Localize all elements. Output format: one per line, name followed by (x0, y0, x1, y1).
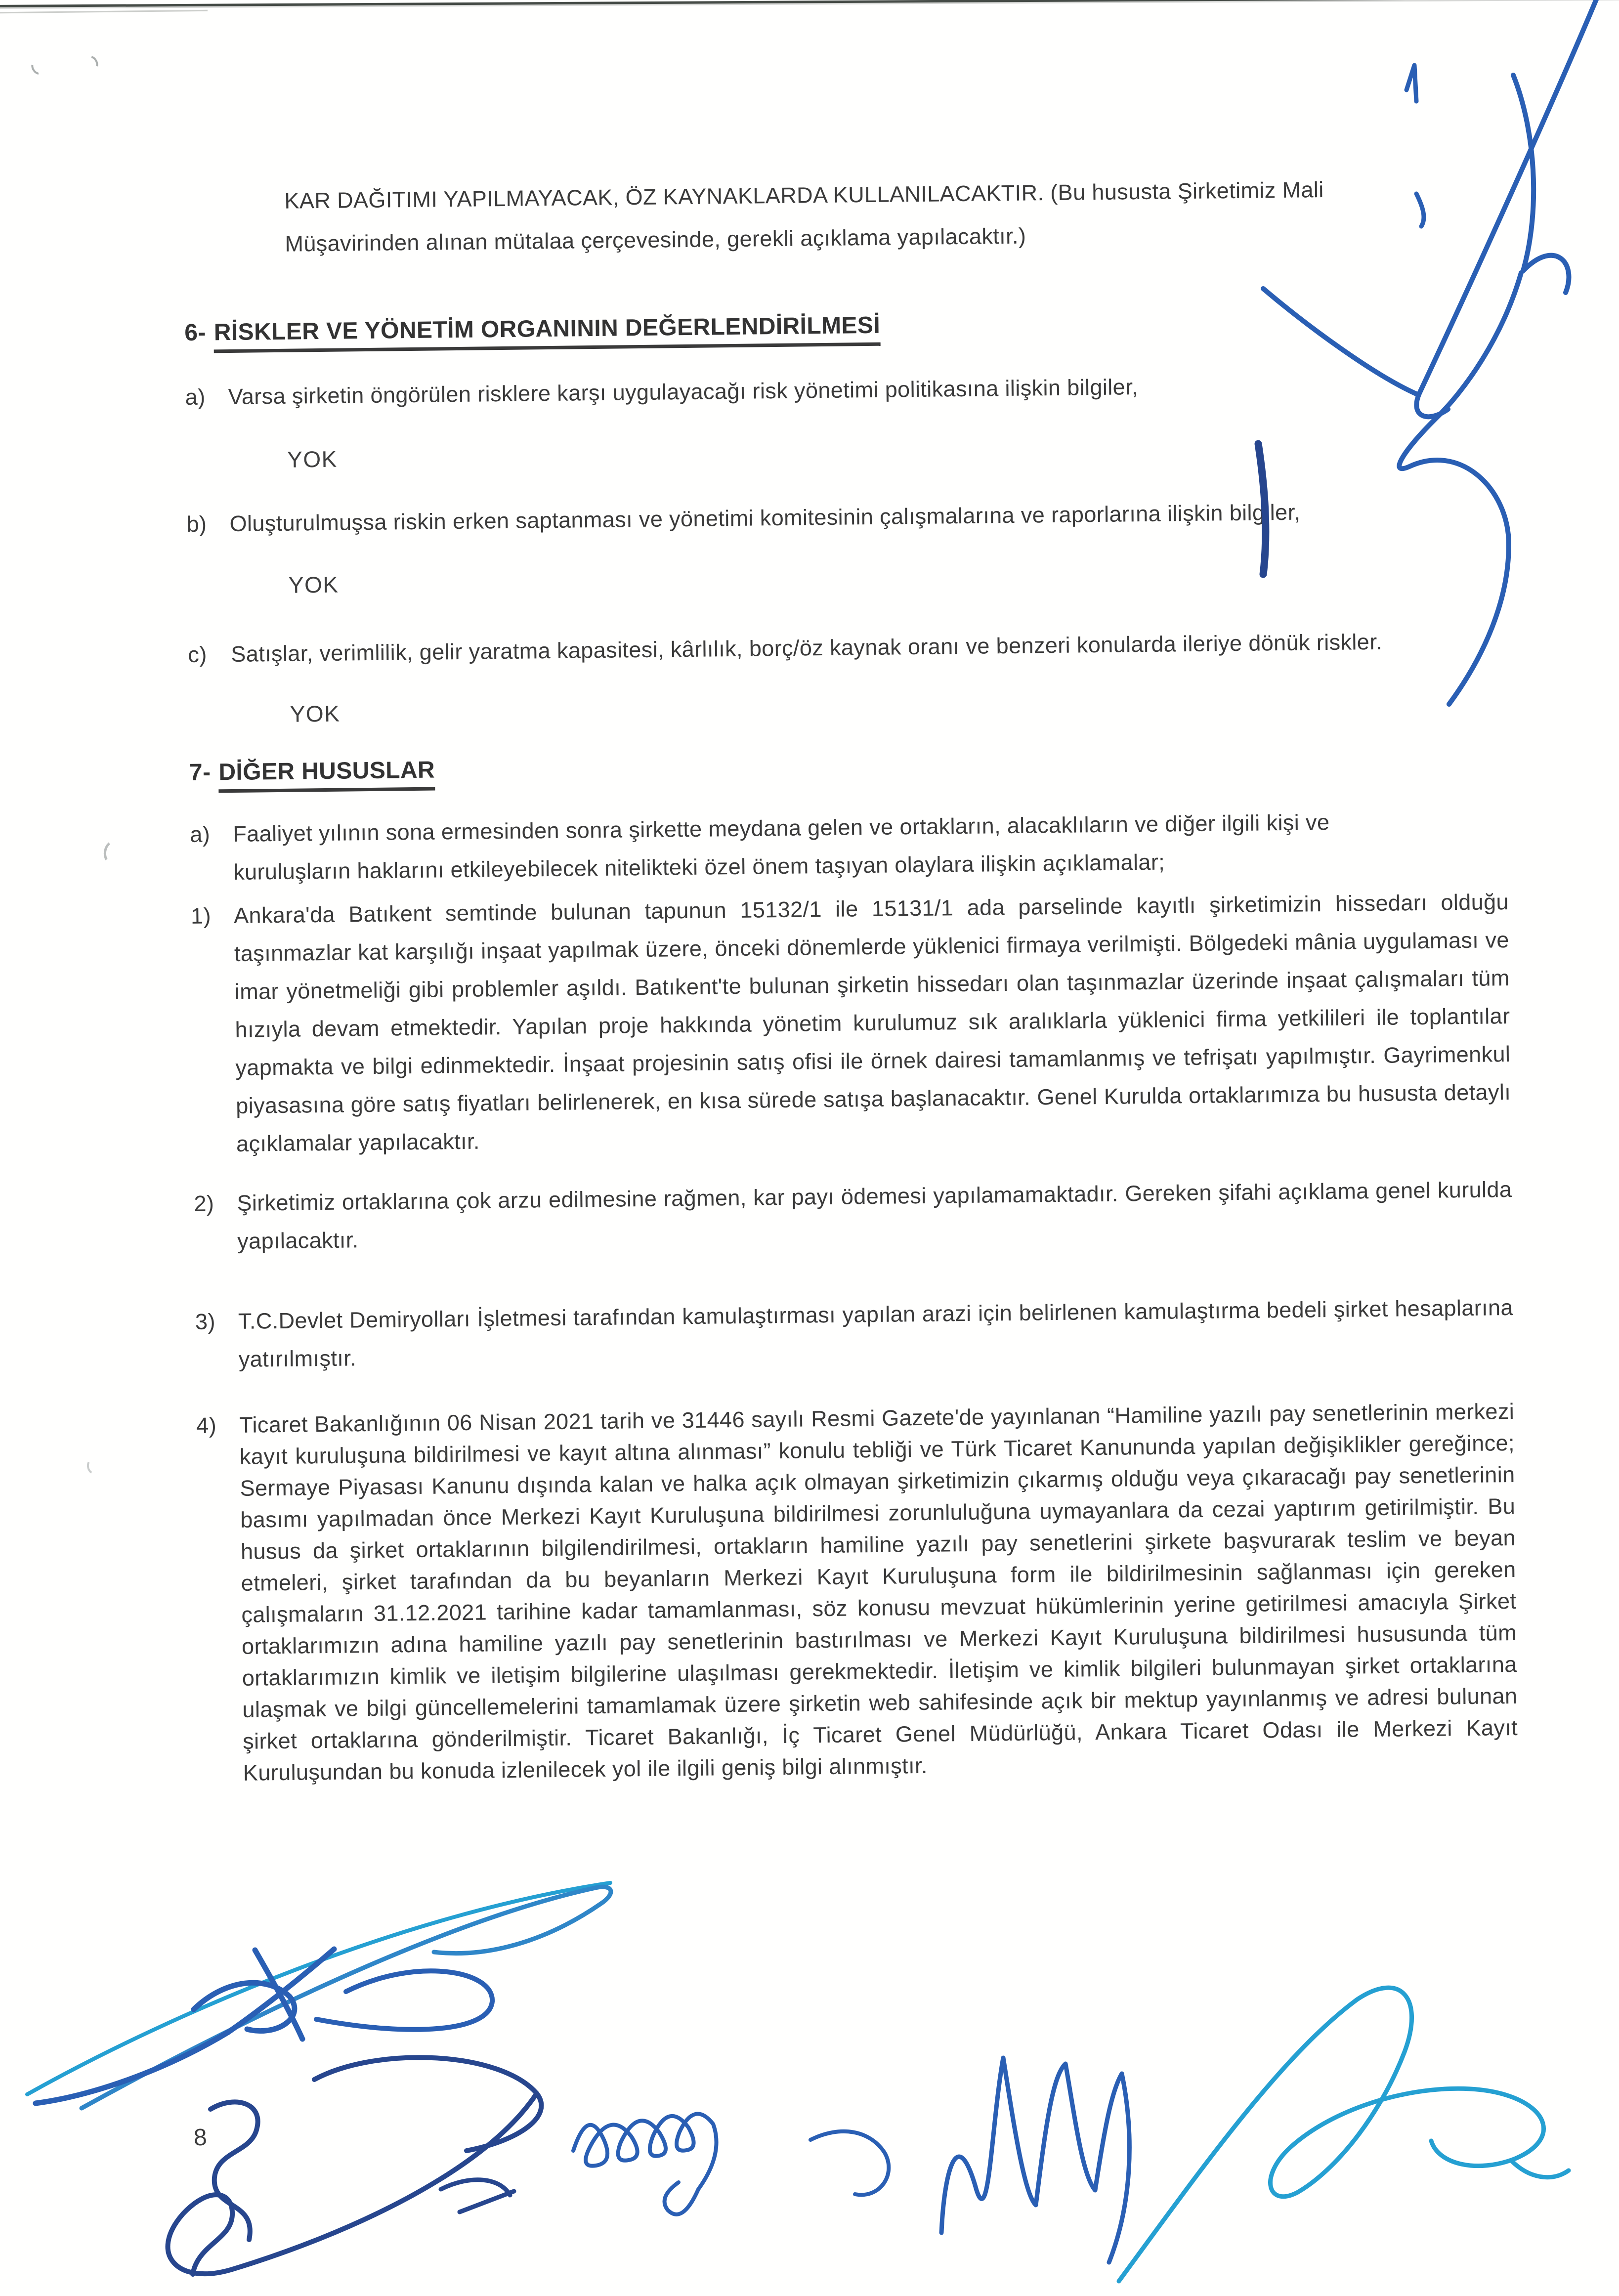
item-text: Ticaret Bakanlığının 06 Nisan 2021 tarih ve 31446 sayılı Resmi Gazete'de yayınlanan “Hamiline yazılı pay senetlerinin merkezi kayıt kuruluşuna bildirilmesi ve kayıt altına alınması” konulu tebliği ve Türk Ticaret Kanununda yapılan değişiklikler gereğince; Sermaye Piyasası Kanunu dışında kalan ve halka açık olmayan şirketimizin çıkarmış olduğu veya çıkaracağı pay senetlerinin basımı yapılmadan önce Merkezi Kayıt Kuruluşuna bildirilmesi zorunluluğuna uymayanlara da cezai yaptırım getirilmiştir. Bu husus da şirket ortaklarının bilgilendirilmesi, ortakların hamiline yazılı pay senetlerini şirkete başvurarak teslim ve beyan etmeleri, şirket tarafından da bu beyanların Merkezi Kayıt Kuruluşuna form ile bildirilmesinin sağlanması için gereken çalışmaların 31.12.2021 tarihine kadar tamamlanması, söz konusu mevzuat hükümlerinin yerine getirilmesi amacıyla Şirket ortaklarımızın adına hamiline yazılı pay senetlerinin bastırılması ve Merkezi Kayıt Kuruluşuna bildirilmesi hususunda tüm ortaklarımızın kimlik ve iletişim bilgilerine ulaşılması gerekmektedir. İletişim ve kimlik bilgileri bulunmayan şirket ortaklarına ulaşmak ve bilgi güncellemelerini tamamlamak üzere şirketin web sahifesinde açık bir mektup yayınlanmış ve adresi bulunan şirket ortaklarına gönderilmiştir. Ticaret Bakanlığı, İç Ticaret Genel Müdürlüğü, Ankara Ticaret Odası ile Merkezi Kayıt Kuruluşundan bu konuda izlenilecek yol ile ilgili geniş bilgi alınmıştır. (239, 1398, 1518, 1786)
signature-bottom-3 (941, 2058, 1129, 2262)
item-marker: a) (185, 384, 206, 410)
numbered-item (196, 1395, 1584, 1789)
item-marker: c) (188, 641, 207, 667)
item-text: Ankara'da Batıkent semtinde bulunan tapunun 15132/1 ile 15131/1 ada parselinde kayıtlı şirketimizin hissedarı olduğu taşınmazlar kat karşılığı inşaat yapılmak üzere, önceki dönemlerde yüklenici firmaya verilmişti. Bölgedeki mânia uygulaması ve imar yönetmeliği gibi problemler aşıldı. Batıkent'te bulunan şirketin hissedarı olan taşınmazlar üzerinde inşaat çalışmaları tüm hızıyla devam etmektedir. Yapılan proje hakkında yönetim kurulumuz sık aralıklarla yüklenici firma yetkilileri ile toplantılar yapmakta ve bilgi edinmektedir. İnşaat projesinin satış ofisi ile örnek dairesi tamamlanmış ve tefrişatı yapılmıştır. Gayrimenkul piyasasına göre satış fiyatları belirlenerek, en kısa sürede satışa başlanacaktır. Genel Kurulda ortaklarımıza bu hususta detaylı açıklamalar yapılacaktır. (233, 889, 1511, 1156)
page-number: 8 (193, 2124, 208, 2151)
item-text: Satışlar, verimlilik, gelir yaratma kapasitesi, kârlılık, borç/öz kaynak oranı ve benzeri konularda ileriye dönük riskler. (231, 629, 1383, 667)
scan-edge-line-shadow (0, 10, 208, 13)
item-marker: b) (186, 511, 207, 537)
scan-artifact (102, 839, 126, 866)
section-7-title: DİĞER HUSUSLAR (218, 757, 435, 793)
list-item (190, 801, 1575, 892)
answer-yok: YOK (287, 446, 338, 472)
section-6-number: 6- (184, 319, 207, 346)
signature-bottom-1 (168, 2057, 542, 2274)
section-7-number: 7- (189, 759, 211, 786)
scan-artifact (85, 1456, 104, 1477)
numbered-item (191, 882, 1577, 1163)
section-6-title: RİSKLER VE YÖNETİM ORGANININ DEĞERLENDİRİLMESİ (214, 312, 881, 353)
numbered-item (194, 1170, 1578, 1261)
item-text: Oluşturulmuşsa riskin erken saptanması ve yönetimi komitesinin çalışmalarına ve raporlarına ilişkin bilgiler, (229, 499, 1301, 537)
answer-yok: YOK (288, 571, 339, 598)
scan-artifact (28, 55, 50, 78)
answer-yok: YOK (290, 700, 341, 727)
item-marker: 1) (190, 903, 212, 929)
item-text: T.C.Devlet Demiryolları İşletmesi tarafından kamulaştırması yapılan arazi için belirlenen kamulaştırma bedeli şirket hesaplarına yatırılmıştır. (238, 1295, 1514, 1372)
signature-bottom-4 (1119, 1988, 1569, 2281)
item-text: Şirketimiz ortaklarına çok arzu edilmesine rağmen, kar payı ödemesi yapılamamaktadır. Gereken şifahi açıklama genel kurulda yapılacaktır. (237, 1177, 1512, 1254)
list-item (186, 490, 1571, 543)
list-item (188, 621, 1572, 674)
signature-left-margin (27, 1883, 611, 2108)
section-6-heading (184, 299, 1569, 352)
scan-artifact (80, 53, 101, 75)
item-marker: 3) (195, 1309, 216, 1334)
item-text: Varsa şirketin öngörülen risklere karşı uygulayacağı risk yönetimi politikasına ilişkin bilgiler, (228, 374, 1139, 410)
list-item (185, 363, 1569, 416)
section-7-heading (189, 739, 1574, 792)
scan-edge-line (0, 0, 1619, 7)
item-marker: 2) (194, 1191, 214, 1216)
item-marker: 4) (196, 1412, 217, 1438)
item-text: Faaliyet yılının sona ermesinden sonra şirkette meydana gelen ve ortakların, alacaklıların ve diğer ilgili kişi ve kuruluşların haklarını etkileyebilecek nitelikteki özel önem taşıyan olaylara ilişkin açıklamalar; (233, 809, 1330, 885)
numbered-item (195, 1288, 1580, 1379)
item-marker: a) (190, 821, 211, 847)
document-body (183, 166, 1584, 1789)
signature-bottom-2 (573, 2114, 889, 2214)
dividend-statement-paragraph: KAR DAĞITIMI YAPILMAYACAK, ÖZ KAYNAKLARDA KULLANILACAKTIR. (Bu hususta Şirketimiz Mali Müşavirinden alınan mütalaa çerçevesinde, gerekli açıklama yapılacaktır.) (284, 177, 1324, 256)
